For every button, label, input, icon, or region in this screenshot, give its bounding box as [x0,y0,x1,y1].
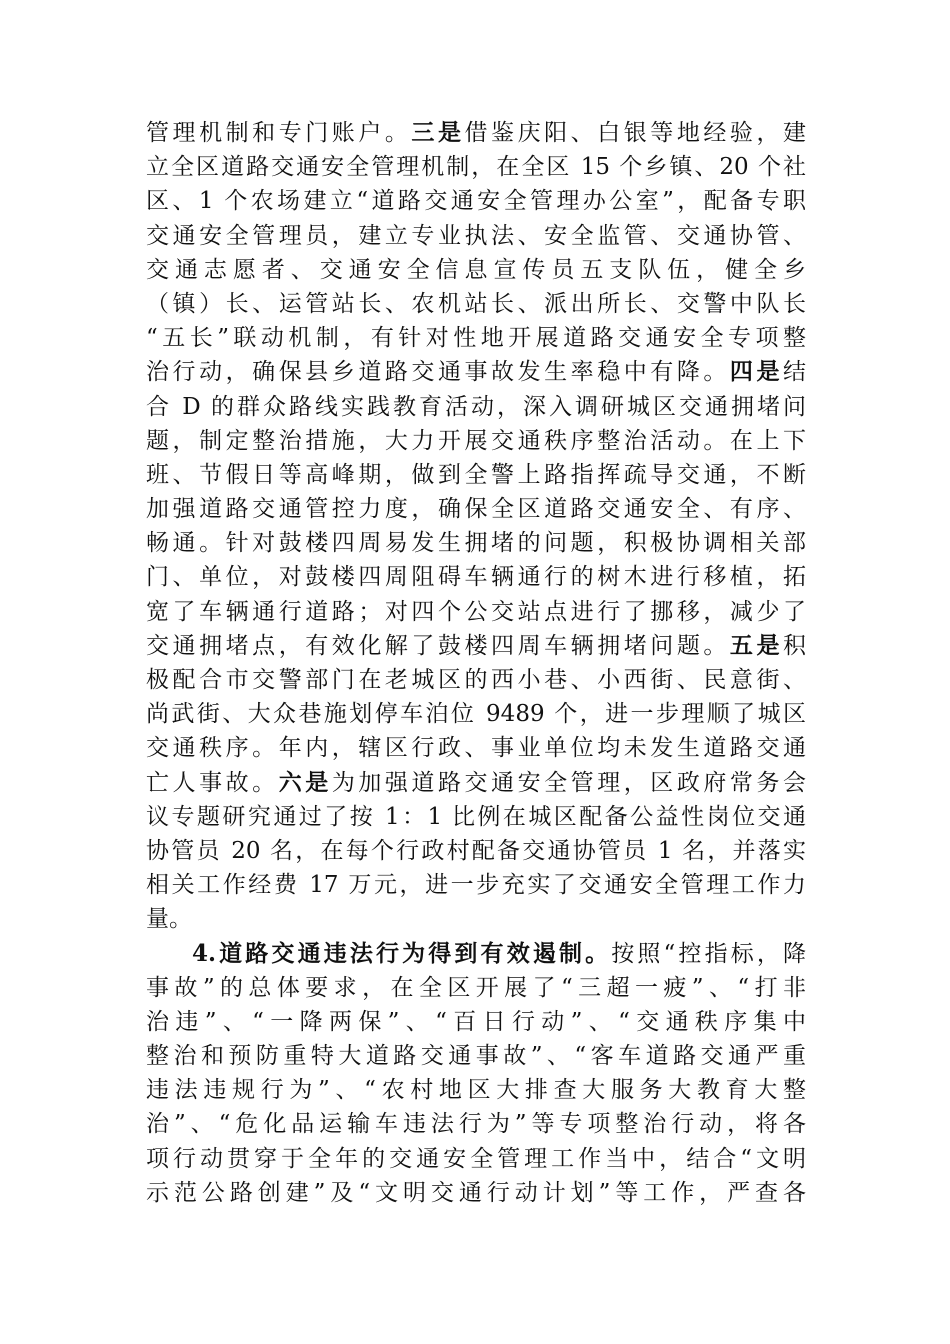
text-line [146,800,806,834]
text-line [146,731,806,765]
text-segment: 班、节假日等高峰期，做到全警上路指挥疏导交通，不断 [146,461,806,488]
text-segment: 借鉴庆阳、白银等地经验，建 [464,120,807,146]
text-line [146,766,806,800]
text-segment: 项行动贯穿于全年的交通安全管理工作当中，结合“文明 [146,1145,806,1172]
text-line [146,868,806,902]
text-segment: 加强道路交通管控力度，确保全区道路交通安全、有序、 [146,496,806,523]
text-line [146,287,806,321]
text-line [146,390,806,424]
text-segment: 相关工作经费 17 万元，进一步充实了交通安全管理工作力 [146,872,806,899]
text-segment: 量。 [146,906,192,933]
text-line [146,1073,806,1107]
text-segment: 尚武街、大众巷施划停车泊位 9489 个，进一步理顺了城区 [146,701,806,728]
text-segment: 治行动，确保县乡道路交通事故发生率稳中有降。 [146,359,730,386]
text-line [146,116,806,150]
text-segment: 题，制定整治措施，大力开展交通秩序整治活动。在上下 [146,427,806,454]
text-segment: 交通秩序。年内，辖区行政、事业单位均未发生道路交通 [146,735,806,762]
bold-heading-text: 三是 [411,119,465,146]
text-segment: 合 D 的群众路线实践教育活动，深入调研城区交通拥堵问 [146,393,806,420]
text-segment: 违法违规行为”、“农村地区大排查大服务大教育大整 [146,1077,806,1104]
text-line [146,355,806,389]
text-segment: 交通志愿者、交通安全信息宣传员五支队伍，健全乡 [146,256,806,283]
text-line [146,595,806,629]
text-line [146,663,806,697]
text-segment: “五长”联动机制，有针对性地开展道路交通安全专项整 [146,325,806,352]
text-segment: 区、1 个农场建立“道路交通安全管理办公室”，配备专职 [146,188,806,215]
bold-heading-text: 五是 [729,631,784,659]
text-line [146,834,806,868]
text-line [146,526,806,560]
text-line [146,1107,806,1141]
text-line [146,971,806,1005]
text-segment: 结 [783,359,807,386]
text-segment: 整治和预防重特大道路交通事故”、“客车道路交通严重 [146,1043,806,1070]
text-line [146,321,806,355]
text-segment: 议专题研究通过了按 1：1 比例在城区配备公益性岗位交通 [146,803,806,830]
text-segment: 立全区道路交通安全管理机制，在全区 15 个乡镇、20 个社 [146,154,806,181]
text-segment: 交通安全管理员，建立专业执法、安全监管、交通协管、 [146,222,806,249]
text-segment: 极配合市交警部门在老城区的西小巷、小西街、民意街、 [146,667,806,693]
text-line [146,424,806,458]
text-line [146,219,806,253]
text-segment: 亡人事故。 [146,769,279,796]
text-line [146,629,806,663]
text-line [146,937,806,971]
text-segment: 畅通。针对鼓楼四周易发生拥堵的问题，积极协调相关部 [146,530,806,557]
bold-heading-text: 四是 [729,358,784,386]
text-segment: 交通拥堵点，有效化解了鼓楼四周车辆拥堵问题。 [146,632,730,659]
text-segment: 事故”的总体要求，在全区开展了“三超一疲”、“打非 [146,974,806,1001]
text-line [146,1176,806,1210]
text-line [146,492,806,526]
bold-heading-text: 六是 [278,768,332,796]
bold-heading-text: 4.道路交通违法行为得到有效遏制。 [192,939,612,967]
text-line [146,902,806,936]
text-line [146,150,806,184]
text-segment: 示范公路创建”及“文明交通行动计划”等工作，严查各 [146,1179,806,1206]
text-line [146,184,806,218]
body-text [146,116,806,1210]
text-segment: 协管员 20 名，在每个行政村配备交通协管员 1 名，并落实 [146,837,806,864]
text-segment: 治违”、“一降两保”、“百日行动”、“交通秩序集中 [146,1008,806,1035]
text-line [146,253,806,287]
text-line [146,458,806,492]
text-segment: 治”、“危化品运输车违法行为”等专项整治行动，将各 [146,1111,806,1138]
text-segment: 管理机制和专门账户。 [146,120,412,146]
text-segment: 为加强道路交通安全管理，区政府常务会 [331,769,807,796]
text-segment: 宽了车辆通行道路；对四个公交站点进行了挪移，减少了 [146,598,806,625]
text-line [146,697,806,731]
text-line [146,1005,806,1039]
text-line [146,560,806,594]
text-line [146,1039,806,1073]
text-segment: 门、单位，对鼓楼四周阻碍车辆通行的树木进行移植，拓 [146,564,806,591]
text-line [146,1142,806,1176]
text-segment: 积 [783,632,807,659]
text-segment: （镇）长、运管站长、农机站长、派出所长、交警中队长 [146,290,806,317]
text-segment: 按照“控指标，降 [611,940,806,967]
